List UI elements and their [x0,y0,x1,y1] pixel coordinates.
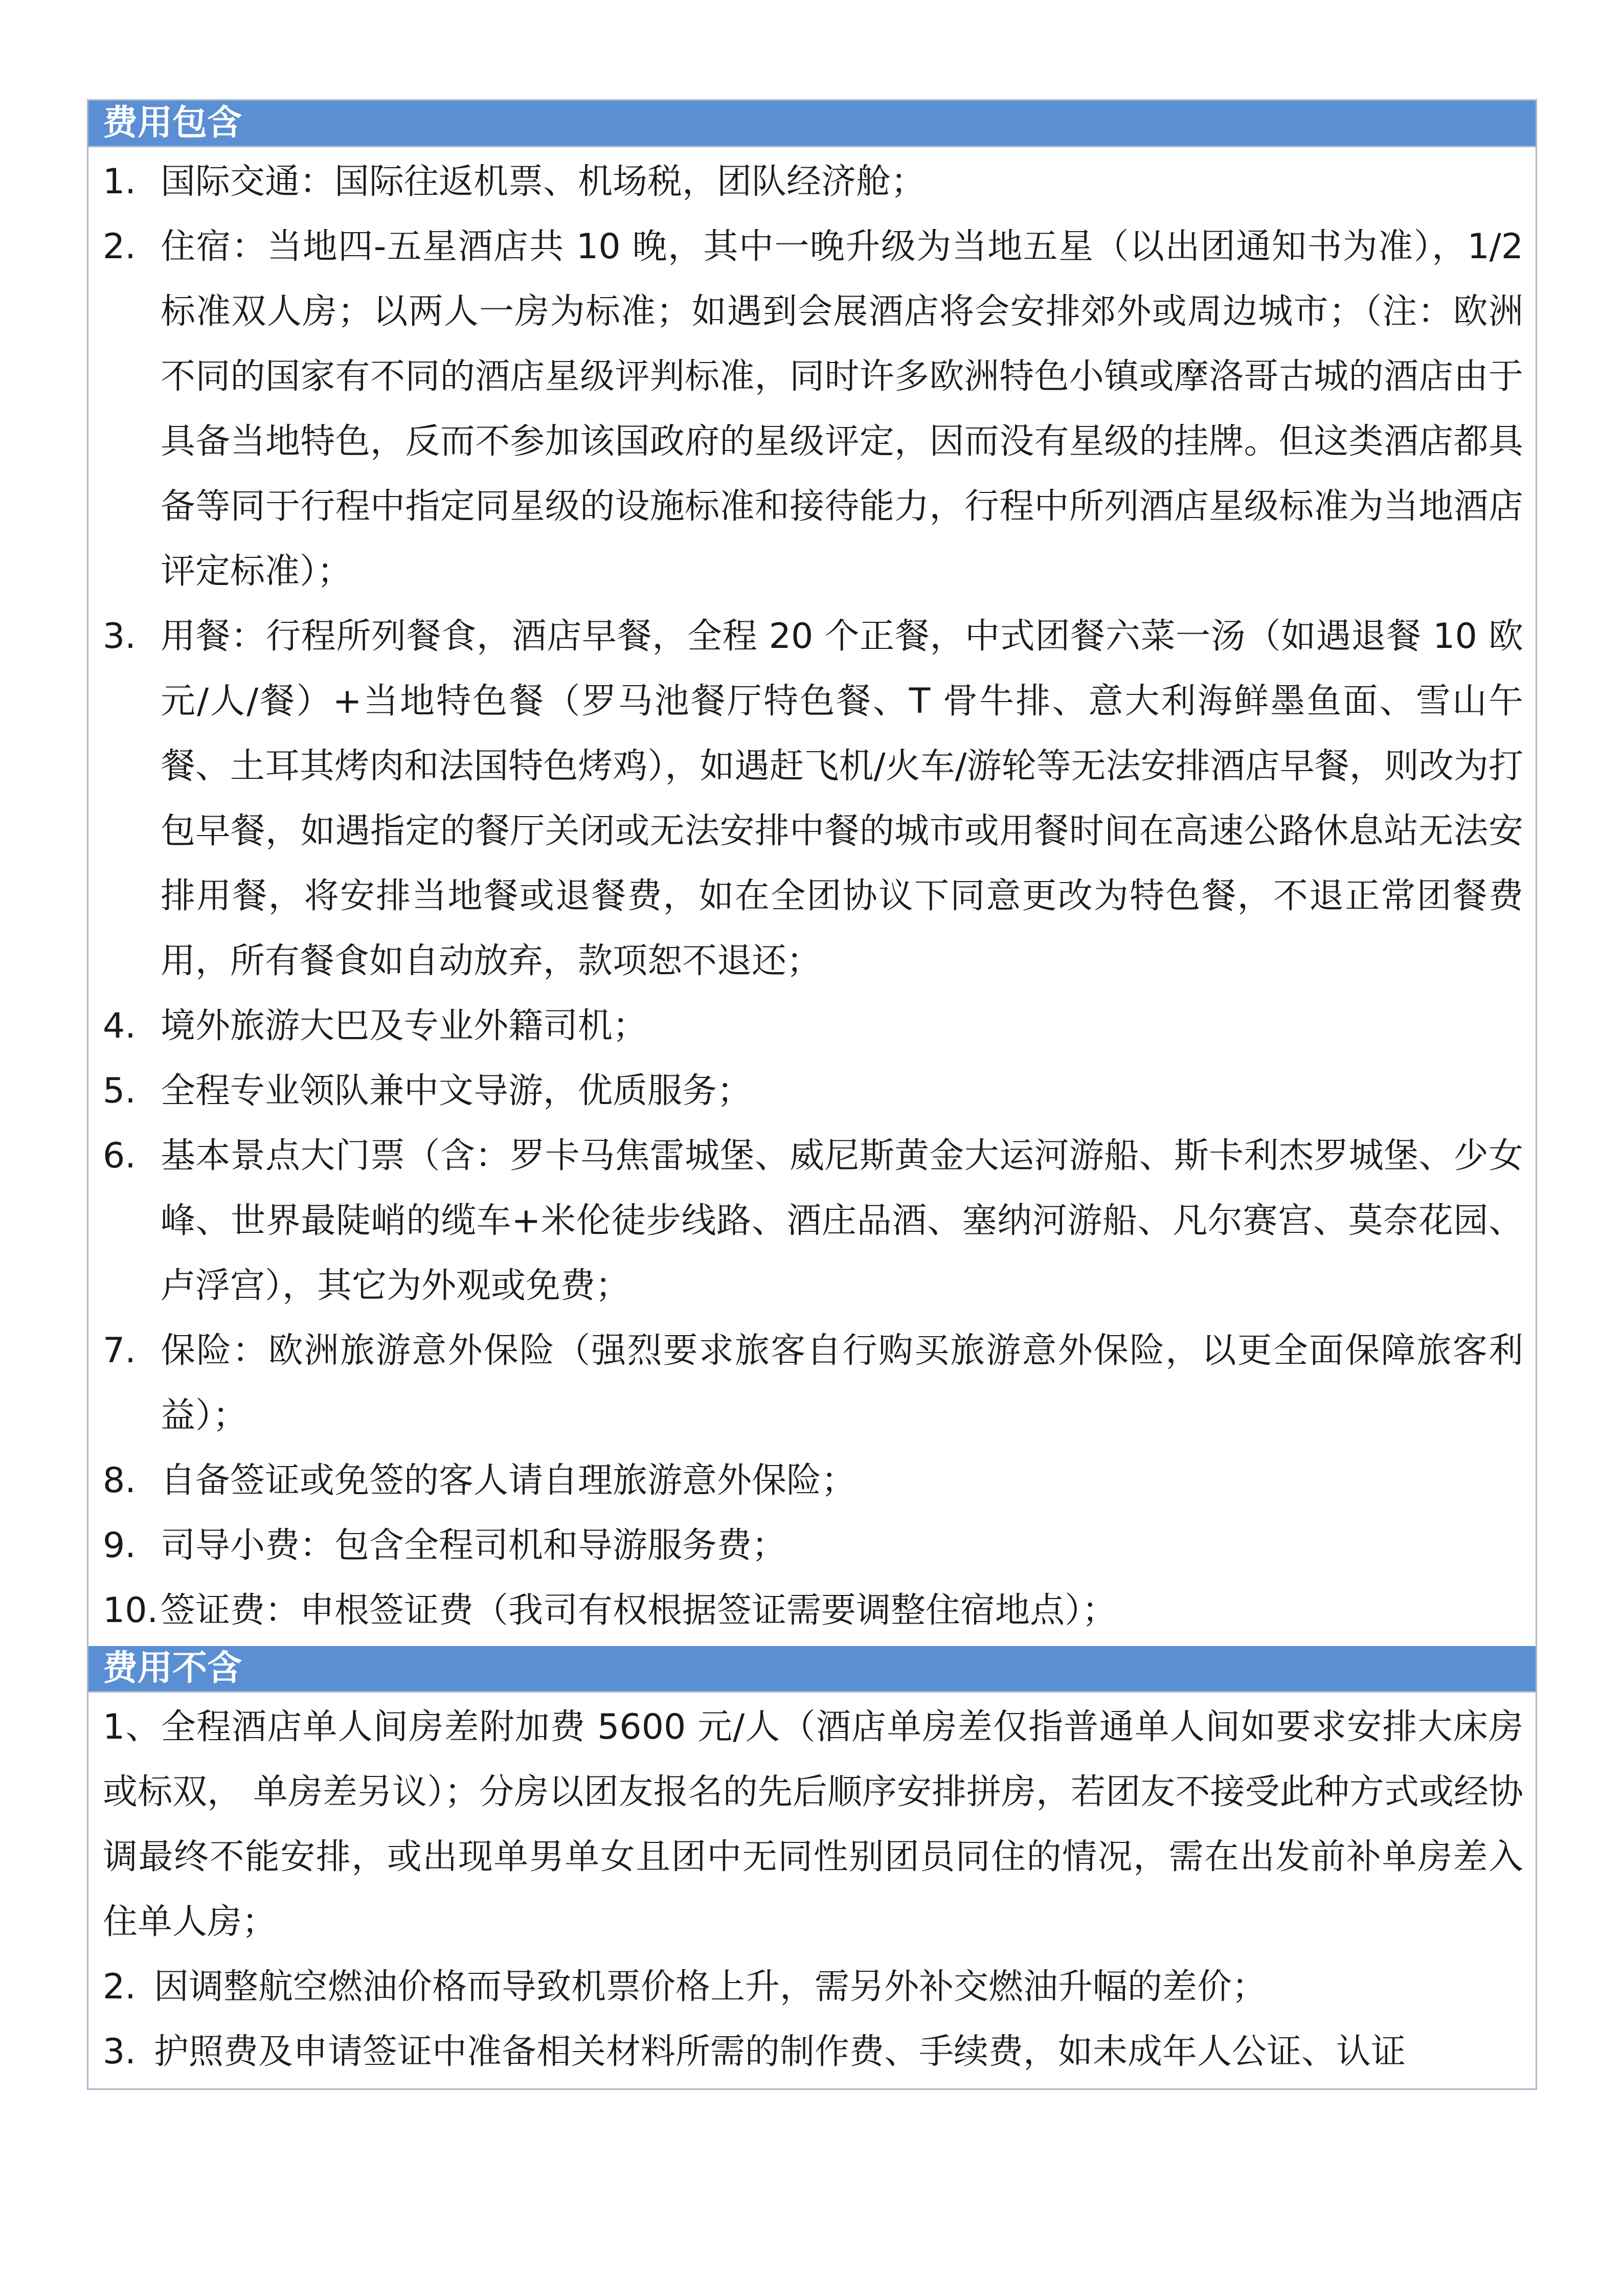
list-item [103,994,1523,1059]
list-item [103,1578,1523,1643]
item-number: 2. [103,227,136,267]
item-text: 境外旅游大巴及专业外籍司机； [161,1006,648,1046]
item-number: 7. [103,1331,136,1371]
list-item [103,604,1523,994]
item-number: 10. [103,1590,159,1631]
item-text: 保险：欧洲旅游意外保险（强烈要求旅客自行购买旅游意外保险，以更全面保障旅客利益）； [161,1331,1523,1436]
item-text: 全程专业领队兼中文导游，优质服务； [161,1071,752,1111]
item-text: 用餐：行程所列餐食，酒店早餐，全程 20 个正餐，中式团餐六菜一汤（如遇退餐 10 欧元/人/餐）+当地特色餐（罗马池餐厅特色餐、T 骨牛排、意大利海鲜墨鱼面、雪山午餐、土耳其烤肉和法国特色烤鸡），如遇赶飞机/火车/游轮等无法安排酒店早餐，则改为打包早餐，如遇指定的餐厅关闭或无法安排中餐的城市或用餐时间在高速公路休息站无法安排用餐，将安排当地餐或退餐费，如在全团协议下同意更改为特色餐，不退正常团餐费用，所有餐食如自动放弃，款项恕不退还； [161,616,1523,981]
item-text: 签证费：申根签证费（我司有权根据签证需要调整住宿地点）； [161,1590,1117,1631]
list-item [103,149,1523,214]
item-number: 4. [103,1006,136,1046]
item-number: 3. [103,616,136,657]
list-item [103,2019,1523,2084]
excluded-header: 费用不含 [88,1646,1536,1693]
item-number: 9. [103,1525,136,1566]
item-text: 司导小费：包含全程司机和导游服务费； [161,1525,787,1566]
list-item [103,1123,1523,1318]
list-item [103,1059,1523,1123]
item-text: 住宿：当地四-五星酒店共 10 晚，其中一晚升级为当地五星（以出团通知书为准），1/2 标准双人房；以两人一房为标准；如遇到会展酒店将会安排郊外或周边城市；（注：欧洲不同的国家有不同的酒店星级评判标准，同时许多欧洲特色小镇或摩洛哥古城的酒店由于具备当地特色，反而不参加该国政府的星级评定，因而没有星级的挂牌。但这类酒店都具备等同于行程中指定同星级的设施标准和接待能力，行程中所列酒店星级标准为当地酒店评定标准）； [161,227,1523,592]
item-text: 基本景点大门票（含：罗卡马焦雷城堡、威尼斯黄金大运河游船、斯卡利杰罗城堡、少女峰、世界最陡峭的缆车+米伦徒步线路、酒庄品酒、塞纳河游船、凡尔赛宫、莫奈花园、卢浮宫），其它为外观或免费； [161,1136,1523,1306]
item-text: 因调整航空燃油价格而导致机票价格上升，需另外补交燃油升幅的差价； [154,1967,1267,2007]
list-item [103,1954,1523,2019]
item-number: 5. [103,1071,136,1111]
list-item [103,1513,1523,1578]
included-header: 费用包含 [88,101,1536,147]
excluded-list [88,1693,1536,2088]
list-item [103,1318,1523,1448]
included-list [88,147,1536,1646]
item-number: 8. [103,1460,136,1501]
list-item [103,1448,1523,1513]
item-number: 1. [103,162,136,202]
item-text: 国际交通：国际往返机票、机场税，团队经济舱； [161,162,926,202]
item-number: 6. [103,1136,136,1176]
item-text: 自备签证或免签的客人请自理旅游意外保险； [161,1460,856,1501]
item-number: 2. [103,1967,136,2007]
excluded-paragraph: 1、全程酒店单人间房差附加费 5600 元/人（酒店单房差仅指普通单人间如要求安排大床房或标双， 单房差另议）；分房以团友报名的先后顺序安排拼房，若团友不接受此种方式或经协调最终不能安排，或出现单男单女且团中无同性别团员同住的情况，需在出发前补单房差入住单人房； [103,1707,1523,1942]
item-text: 护照费及申请签证中准备相关材料所需的制作费、手续费，如未成年人公证、认证 [154,2032,1406,2072]
list-item [103,214,1523,604]
fee-table [87,99,1537,2090]
item-number: 3. [103,2032,136,2072]
